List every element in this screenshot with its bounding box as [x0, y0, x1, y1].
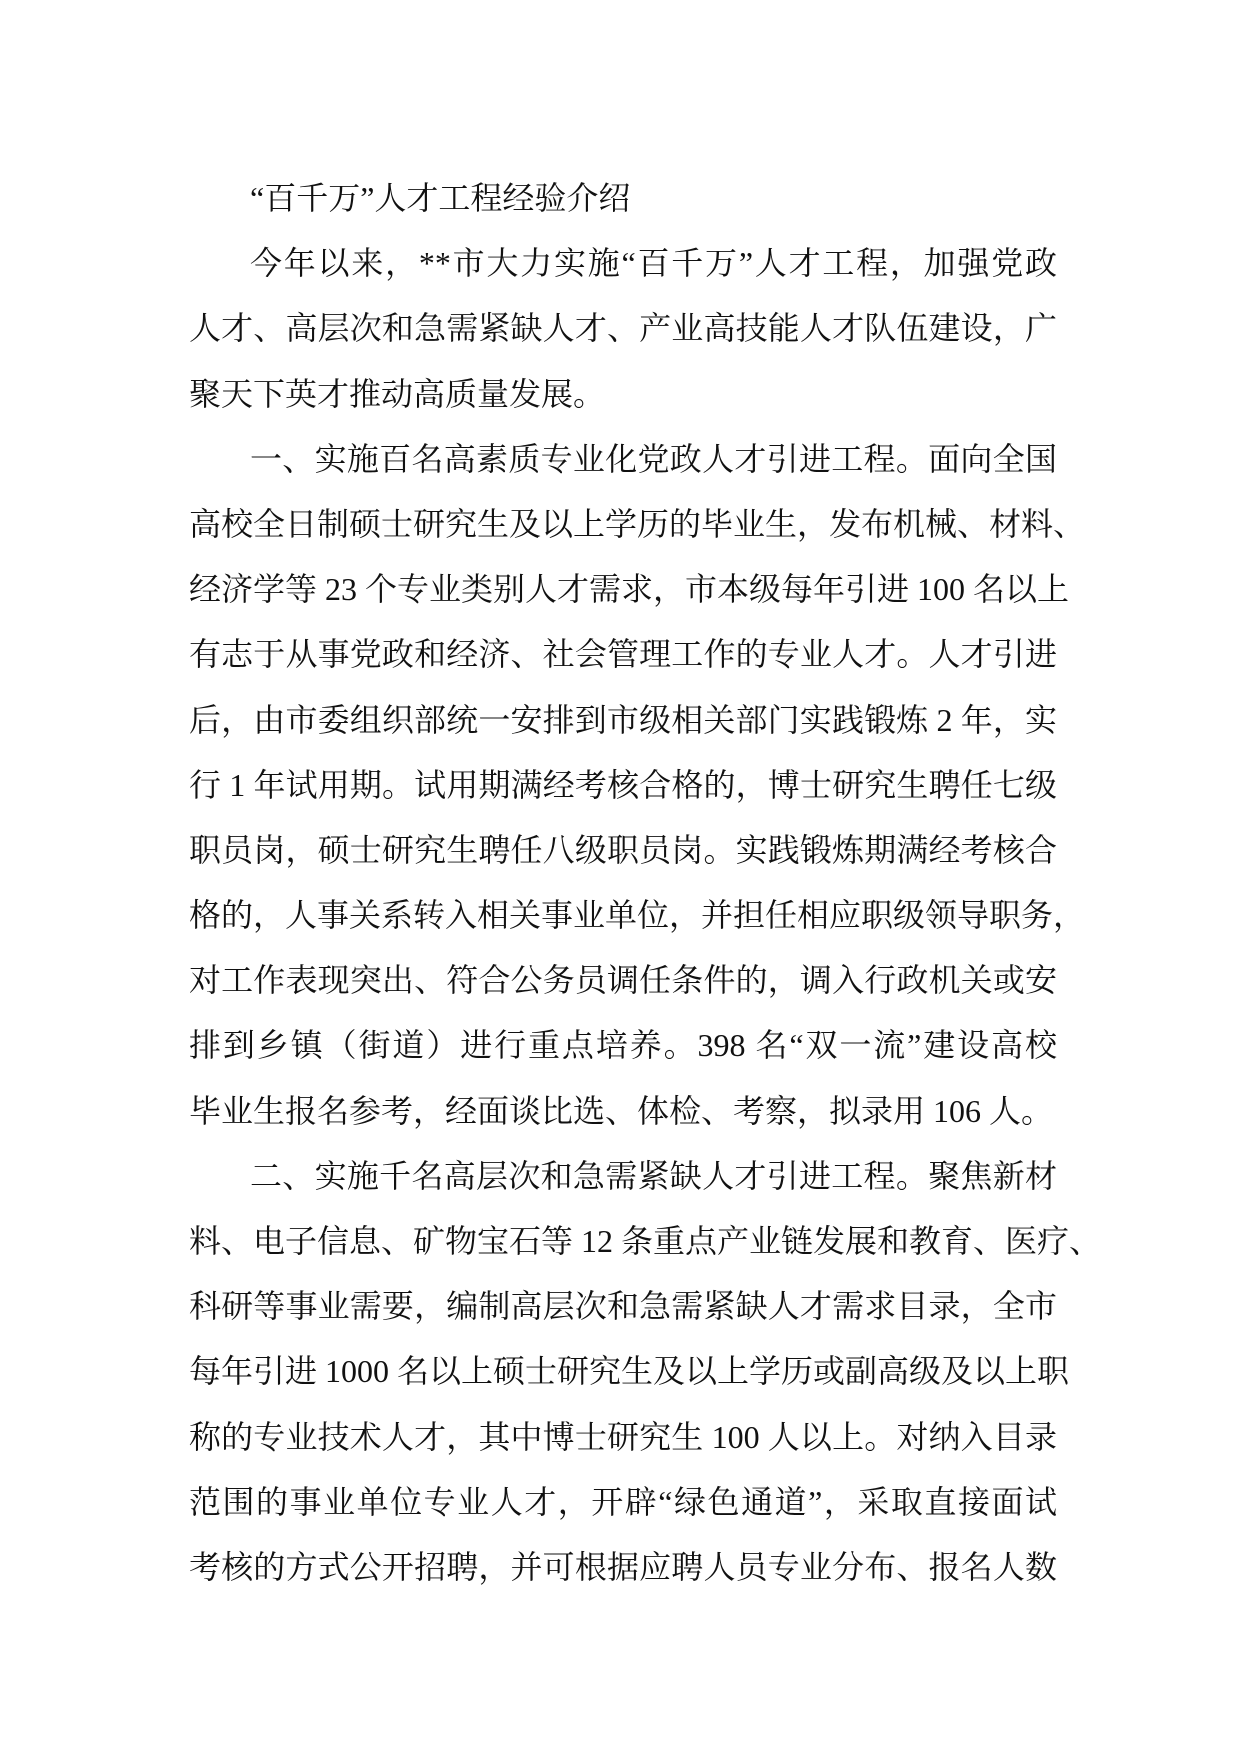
paragraph-line: 经济学等 23 个专业类别人才需求，市本级每年引进 100 名以上 [189, 571, 1070, 608]
paragraph-line: 高校全日制硕士研究生及以上学历的毕业生，发布机械、材料、 [189, 505, 1086, 542]
paragraph-line: 毕业生报名参考，经面谈比选、体检、考察，拟录用 106 人。 [189, 1092, 1054, 1129]
paragraph-line: 行 1 年试用期。试用期满经考核合格的，博士研究生聘任七级 [189, 766, 1057, 803]
paragraph-line: 今年以来，**市大力实施“百千万”人才工程，加强党政 [250, 245, 1057, 282]
paragraph-line: 有志于从事党政和经济、社会管理工作的专业人才。人才引进 [189, 636, 1057, 673]
paragraph-line: 每年引进 1000 名以上硕士研究生及以上学历或副高级及以上职 [189, 1353, 1070, 1390]
paragraph-line: 范围的事业单位专业人才，开辟“绿色通道”，采取直接面试 [189, 1483, 1057, 1520]
paragraph-line: 职员岗，硕士研究生聘任八级职员岗。实践锻炼期满经考核合 [189, 831, 1057, 868]
paragraph-1 [189, 231, 1057, 427]
paragraph-line: 考核的方式公开招聘，并可根据应聘人员专业分布、报名人数 [189, 1548, 1057, 1585]
paragraph-line: 二、实施千名高层次和急需紧缺人才引进工程。聚焦新材 [250, 1157, 1057, 1194]
paragraph-line: 聚天下英才推动高质量发展。 [189, 375, 606, 412]
paragraph-line: 排到乡镇（街道）进行重点培养。398 名“双一流”建设高校 [189, 1027, 1057, 1064]
paragraph-line: 后，由市委组织部统一安排到市级相关部门实践锻炼 2 年，实 [189, 701, 1057, 738]
document-title: “百千万”人才工程经验介绍 [250, 180, 631, 216]
paragraph-2 [189, 427, 1086, 1144]
paragraph-3 [189, 1144, 1102, 1600]
paragraph-line: 格的，人事关系转入相关事业单位，并担任相应职级领导职务， [189, 897, 1086, 934]
paragraph-line: 一、实施百名高素质专业化党政人才引进工程。面向全国 [250, 440, 1057, 477]
paragraph-line: 科研等事业需要，编制高层次和急需紧缺人才需求目录，全市 [189, 1288, 1057, 1325]
paragraph-line: 对工作表现突出、符合公务员调任条件的，调入行政机关或安 [189, 962, 1057, 999]
paragraph-line: 人才、高层次和急需紧缺人才、产业高技能人才队伍建设，广 [189, 310, 1057, 347]
paragraph-line: 称的专业技术人才，其中博士研究生 100 人以上。对纳入目录 [189, 1418, 1057, 1455]
paragraph-line: 料、电子信息、矿物宝石等 12 条重点产业链发展和教育、医疗、 [189, 1223, 1102, 1259]
document-body [189, 166, 1102, 1600]
